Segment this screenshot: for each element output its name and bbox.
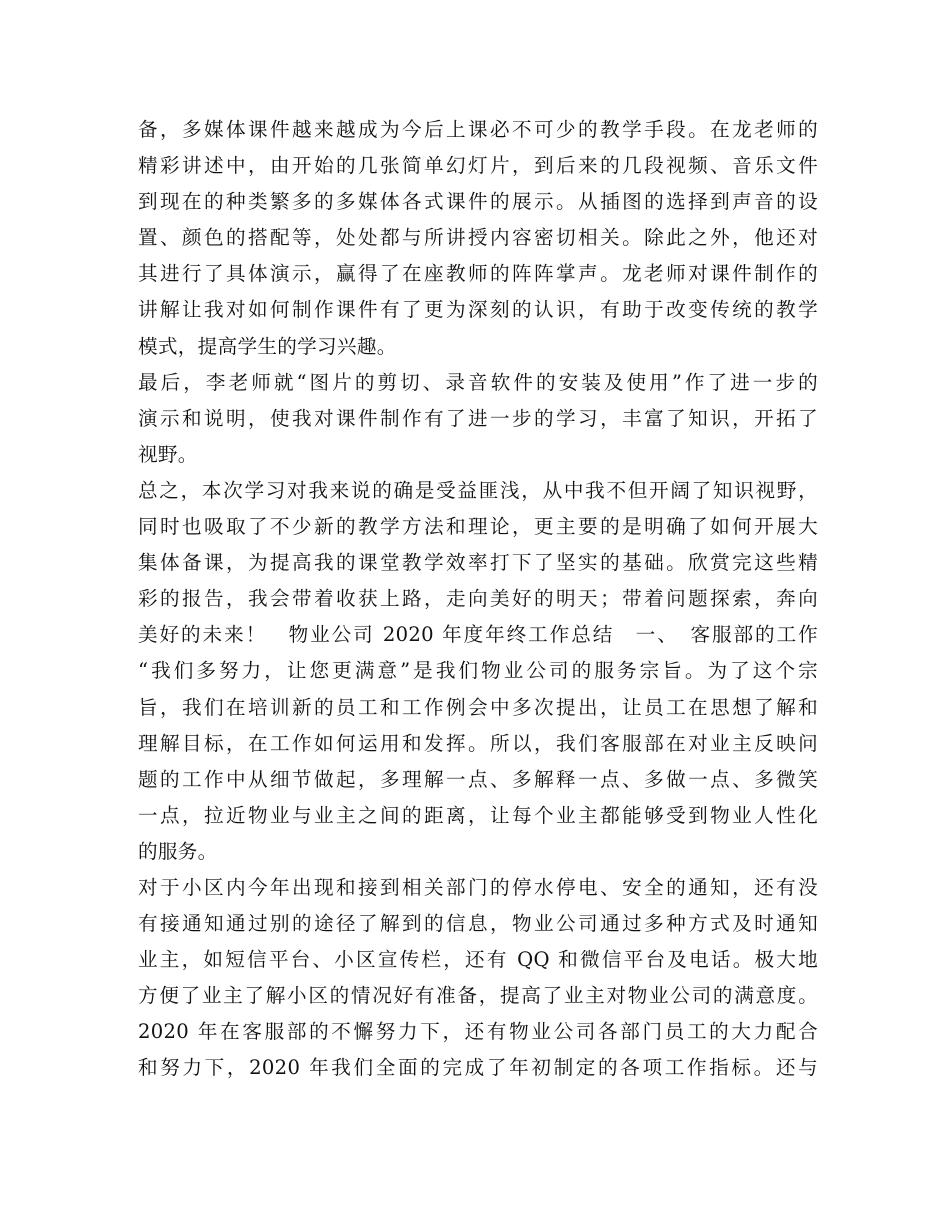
text-line: 和努力下，2020 年我们全面的完成了年初制定的各项工作指标。还与 (138, 1056, 818, 1080)
text-line: 同时也吸取了不少新的教学方法和理论，更主要的是明确了如何开展大 (138, 515, 818, 539)
text-line: 一点，拉近物业与业主之间的距离，让每个业主都能够受到物业人性化 (138, 803, 818, 827)
document-body-text (138, 112, 818, 1087)
text-line: 其进行了具体演示，赢得了在座教师的阵阵掌声。龙老师对课件制作的 (138, 262, 818, 286)
text-line: 精彩讲述中，由开始的几张简单幻灯片，到后来的几段视频、音乐文件 (138, 154, 818, 178)
text-line: 最后，李老师就“图片的剪切、录音软件的安装及使用”作了进一步的 (138, 370, 818, 394)
text-line: 旨，我们在培训新的员工和工作例会中多次提出，让员工在思想了解和 (138, 695, 818, 719)
text-line: 业主，如短信平台、小区宣传栏，还有 QQ 和微信平台及电话。极大地 (138, 948, 818, 972)
text-line: 美好的未来！ 物业公司 2020 年度年终工作总结 一、 客服部的工作 (138, 623, 818, 647)
text-line: 到现在的种类繁多的多媒体各式课件的展示。从插图的选择到声音的设 (138, 190, 818, 214)
text-line: 总之，本次学习对我来说的确是受益匪浅，从中我不但开阔了知识视野， (138, 478, 818, 502)
text-line: 彩的报告，我会带着收获上路，走向美好的明天；带着问题探索，奔向 (138, 587, 818, 611)
text-line: 置、颜色的搭配等，处处都与所讲授内容密切相关。除此之外，他还对 (138, 226, 818, 250)
text-line: 集体备课，为提高我的课堂教学效率打下了坚实的基础。欣赏完这些精 (138, 551, 818, 575)
text-line: 对于小区内今年出现和接到相关部门的停水停电、安全的通知，还有没 (138, 875, 818, 899)
text-line: 演示和说明，使我对课件制作有了进一步的学习，丰富了知识，开拓了 (138, 406, 818, 430)
text-line: 理解目标，在工作如何运用和发挥。所以，我们客服部在对业主反映问 (138, 731, 818, 755)
text-line: 2020 年在客服部的不懈努力下，还有物业公司各部门员工的大力配合 (138, 1020, 818, 1044)
text-line: 备，多媒体课件越来越成为今后上课必不可少的教学手段。在龙老师的 (138, 118, 818, 141)
text-line: 题的工作中从细节做起，多理解一点、多解释一点、多做一点、多微笑 (138, 767, 818, 791)
text-line: 模式，提高学生的学习兴趣。 (138, 334, 397, 358)
text-line: 方便了业主了解小区的情况好有准备，提高了业主对物业公司的满意度。 (138, 984, 818, 1008)
text-line: 讲解让我对如何制作课件有了更为深刻的认识，有助于改变传统的教学 (138, 298, 818, 322)
text-line: “我们多努力，让您更满意”是我们物业公司的服务宗旨。为了这个宗 (138, 659, 818, 683)
text-line: 视野。 (138, 442, 198, 466)
text-line: 的服务。 (138, 839, 218, 863)
text-line: 有接通知通过别的途径了解到的信息，物业公司通过多种方式及时通知 (138, 912, 818, 936)
